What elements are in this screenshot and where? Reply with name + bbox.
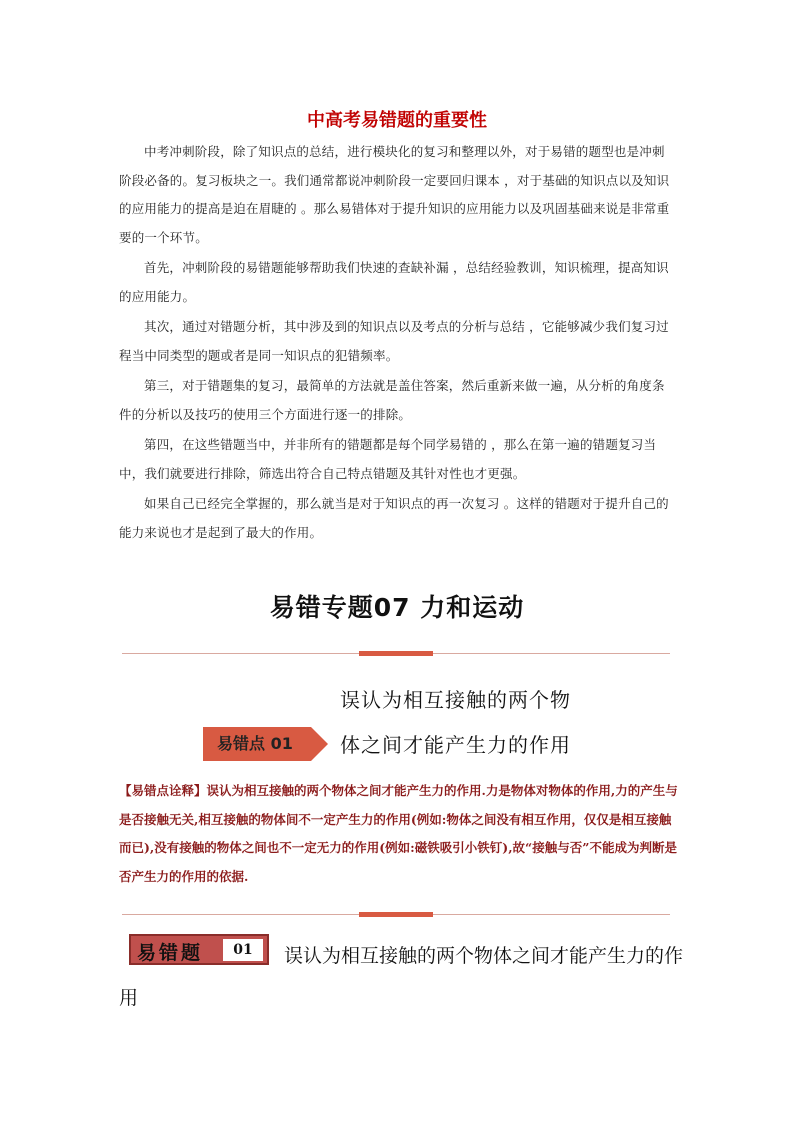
point-tag: 易错点 01 xyxy=(203,727,311,761)
intro-paragraph-5: 第四，在这些错题当中，并非所有的错题都是每个同学易错的 ，那么在第一遍的错题复习当中，我们就要进行排除，筛选出符合自己特点错题及其针对性也才更强。 xyxy=(119,437,657,481)
problem-text: 误认为相互接触的两个物体之间才能产生力的作用 xyxy=(119,945,684,1009)
intro-paragraph-4: 第三，对于错题集的复习，最简单的方法就是盖住答案，然后重新来做一遍，从分析的角度条件的分析以及技巧的使用三个方面进行逐一的排除。 xyxy=(119,378,665,422)
point-heading-line-1: 误认为相互接触的两个物 xyxy=(340,688,571,712)
intro-title: 中高考易错题的重要性 xyxy=(307,110,487,131)
problem-badge-label: 易错题 xyxy=(137,942,204,964)
intro-paragraph-6: 如果自己已经完全掌握的，那么就当是对于知识点的再一次复习 。这样的错题对于提升自己的能力来说也才是起到了最大的作用。 xyxy=(119,496,669,540)
divider-accent xyxy=(359,651,433,656)
point-explanation: 【易错点诠释】误认为相互接触的两个物体之间才能产生力的作用.力是物体对物体的作用,力的产生与是否接触无关,相互接触的物体间不一定产生力的作用(例如:物体之间没有相互作用，仅仅是相互接触而已),没有接触的物体之间也不一定无力的作用(例如:磁铁吸引小铁钉),故“接触与否”不能成为判断是否产生力的作用的依据. xyxy=(119,783,678,884)
intro-paragraph-3: 其次，通过对错题分析，其中涉及到的知识点以及考点的分析与总结 ，它能够减少我们复习过程当中同类型的题或者是同一知识点的犯错频率。 xyxy=(119,319,669,363)
section-title: 易错专题07 力和运动 xyxy=(269,593,525,622)
point-heading-line-2: 体之间才能产生力的作用 xyxy=(340,733,571,757)
intro-paragraph-2: 首先，冲刺阶段的易错题能够帮助我们快速的查缺补漏 ，总结经验教训，知识梳理，提高知识的应用能力。 xyxy=(119,260,669,304)
problem-badge-number: 01 xyxy=(223,939,263,961)
point-tag-arrow xyxy=(311,727,328,761)
divider-accent-2 xyxy=(359,912,433,917)
intro-body xyxy=(119,138,675,547)
intro-paragraph-1: 中考冲刺阶段，除了知识点的总结，进行模块化的复习和整理以外，对于易错的题型也是冲刺阶段必备的。复习板块之一。我们通常都说冲刺阶段一定要回归课本 ，对于基础的知识点以及知识的应用能力的提高是迫在眉睫的 。那么易错体对于提升知识的应用能力以及巩固基础来说是非常重要的一个环节。 xyxy=(119,144,670,245)
